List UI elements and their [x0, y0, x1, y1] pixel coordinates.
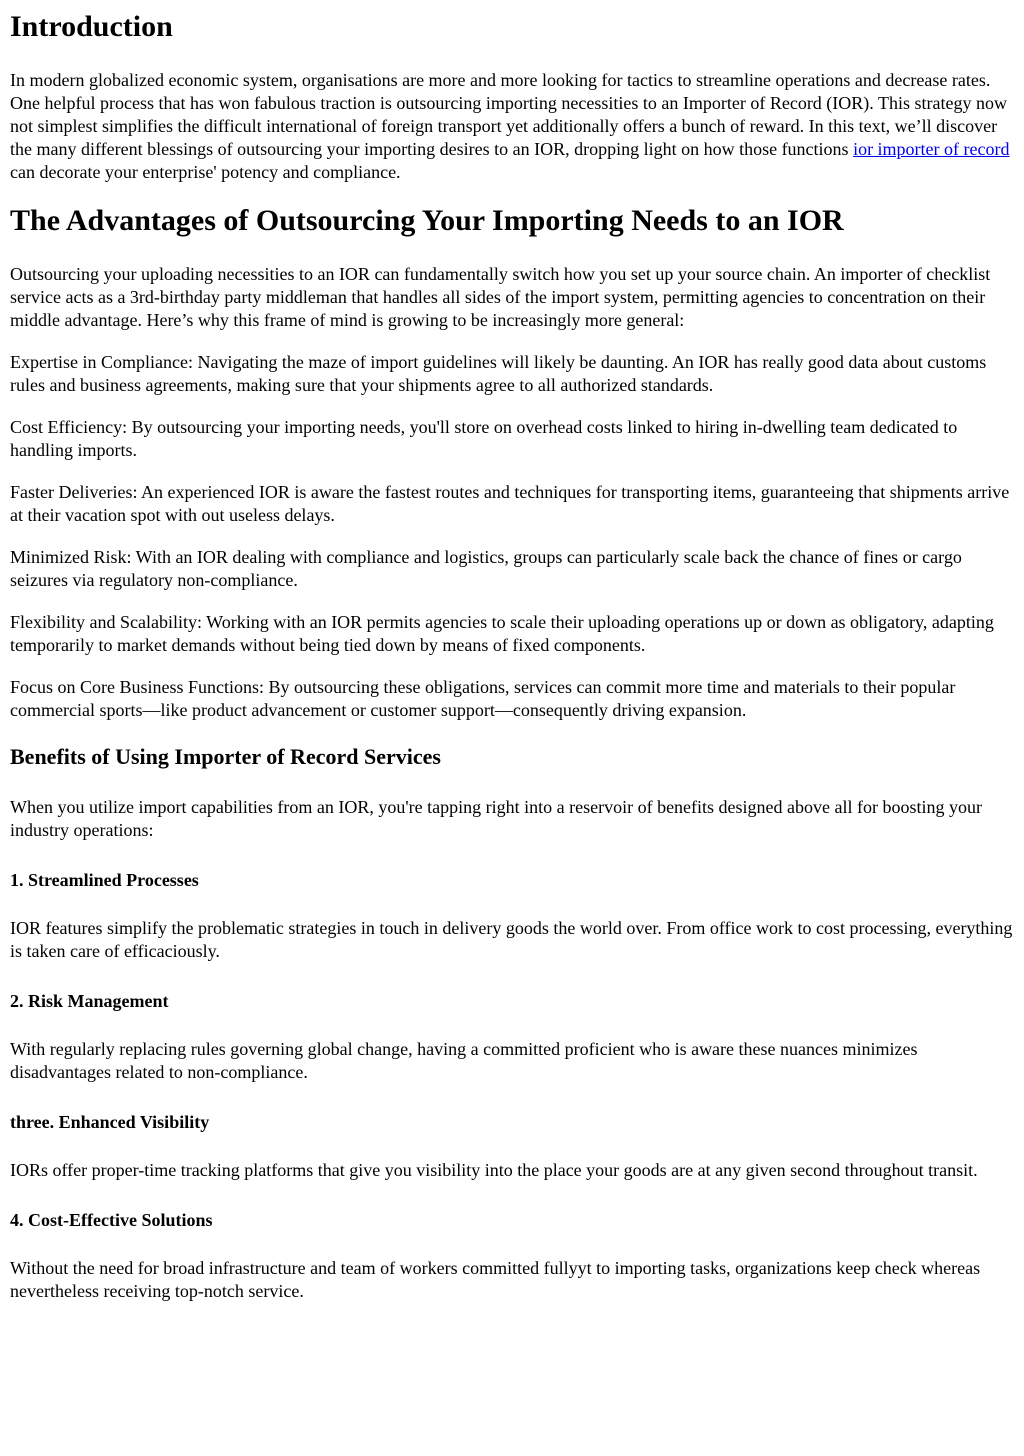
benefit-cost-heading: 4. Cost-Effective Solutions [10, 1210, 213, 1230]
benefit-streamlined-paragraph: IOR features simplify the problematic strategies in touch in delivery goods the world over. From office work to cost processing, everything is taken care of efficaciously. [10, 918, 1013, 961]
intro-heading: Introduction [10, 10, 173, 43]
advantage-risk-paragraph: Minimized Risk: With an IOR dealing with compliance and logistics, groups can particularly scale back the chance of fines or cargo seizures via regulatory non-compliance. [10, 547, 962, 590]
benefit-cost-paragraph: Without the need for broad infrastructure and team of workers committed fullyyt to importing tasks, organizations keep check whereas nevertheless receiving top-notch service. [10, 1258, 981, 1301]
advantage-compliance-paragraph: Expertise in Compliance: Navigating the maze of import guidelines will likely be daunting. An IOR has really good data about customs rules and business agreements, making sure that your shipments agree to all authorized standards. [10, 352, 987, 395]
benefit-risk-heading: 2. Risk Management [10, 991, 169, 1011]
benefit-visibility-paragraph: IORs offer proper-time tracking platforms that give you visibility into the place your goods are at any given second throughout transit. [10, 1160, 978, 1180]
advantage-flexibility-paragraph: Flexibility and Scalability: Working with an IOR permits agencies to scale their uploading operations up or down as obligatory, adapting temporarily to market demands without being tied down by means of fixed components. [10, 612, 994, 655]
advantage-cost-paragraph: Cost Efficiency: By outsourcing your importing needs, you'll store on overhead costs linked to hiring in-dwelling team dedicated to handling imports. [10, 417, 958, 460]
advantage-focus-paragraph: Focus on Core Business Functions: By outsourcing these obligations, services can commit more time and materials to their popular commercial sports—like product advancement or customer support—consequently driving expansion. [10, 677, 956, 720]
benefits-heading: Benefits of Using Importer of Record Services [10, 744, 441, 769]
article [0, 10, 1024, 1303]
advantage-deliveries-paragraph: Faster Deliveries: An experienced IOR is aware the fastest routes and techniques for transporting items, guaranteeing that shipments arrive at their vacation spot with out useless delays. [10, 482, 1010, 525]
intro-text-after-link: can decorate your enterprise' potency and compliance. [10, 162, 401, 182]
benefit-visibility-heading: three. Enhanced Visibility [10, 1112, 210, 1132]
benefits-lead-paragraph: When you utilize import capabilities from an IOR, you're tapping right into a reservoir of benefits designed above all for boosting your industry operations: [10, 797, 982, 840]
intro-paragraph [10, 69, 1016, 184]
intro-text-before-link: In modern globalized economic system, organisations are more and more looking for tactics to streamline operations and decrease rates. One helpful process that has won fabulous traction is outsourcing importing necessities to an Importer of Record (IOR). This strategy now not simplest simplifies the difficult international of foreign transport yet additionally offers a bunch of reward. In this text, we’ll discover the many different blessings of outsourcing your importing desires to an IOR, dropping light on how those functions [10, 70, 1007, 159]
benefit-streamlined-heading: 1. Streamlined Processes [10, 870, 199, 890]
ior-importer-of-record-link[interactable]: ior importer of record [853, 139, 1010, 159]
benefit-risk-paragraph: With regularly replacing rules governing global change, having a committed proficient who is aware these nuances minimizes disadvantages related to non-compliance. [10, 1039, 918, 1082]
advantages-heading: The Advantages of Outsourcing Your Importing Needs to an IOR [10, 204, 844, 237]
advantages-lead-paragraph: Outsourcing your uploading necessities to an IOR can fundamentally switch how you set up your source chain. An importer of checklist service acts as a 3rd-birthday party middleman that handles all sides of the import system, permitting agencies to concentration on their middle advantage. Here’s why this frame of mind is growing to be increasingly more general: [10, 264, 991, 330]
